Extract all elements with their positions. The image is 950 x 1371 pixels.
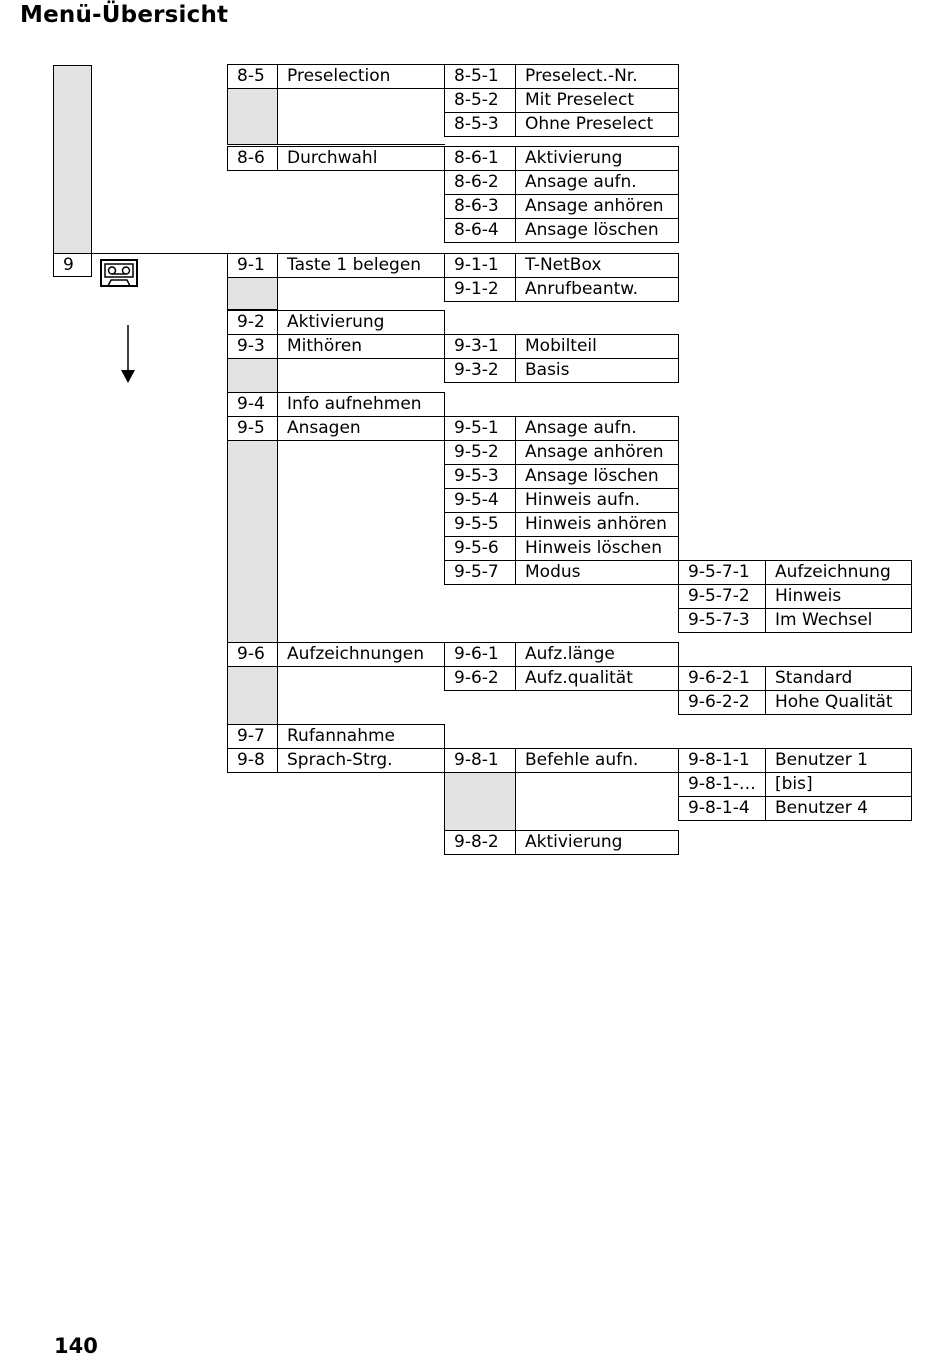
menu-9-2-label: Aktivierung [277, 310, 445, 335]
menu-9-8-1-nr: 9-8-1 [444, 748, 516, 773]
menu-9-8-1-label: Befehle aufn. [515, 748, 679, 773]
page-number: 140 [54, 1334, 98, 1358]
menu-9-5-6-label: Hinweis löschen [515, 536, 679, 561]
menu-8-6-nr: 8-6 [227, 146, 278, 171]
menu-9-5-3-label: Ansage löschen [515, 464, 679, 489]
menu-9-3-nr: 9-3 [227, 334, 278, 359]
menu-8-5-2-label: Mit Preselect [515, 88, 679, 113]
menu-9-1-1-label: T-NetBox [515, 253, 679, 278]
menu-8-6-2-label: Ansage aufn. [515, 170, 679, 195]
menu-9-5-7-nr: 9-5-7 [444, 560, 516, 585]
menu-9-6-nr: 9-6 [227, 642, 278, 667]
menu-9-8-1-sub-bar [444, 772, 516, 831]
menu-9-5-7-3-nr: 9-5-7-3 [678, 608, 766, 633]
menu-9-5-4-nr: 9-5-4 [444, 488, 516, 513]
menu-8-6-1-label: Aktivierung [515, 146, 679, 171]
menu-8-6-4-label: Ansage löschen [515, 218, 679, 243]
menu-9-5-5-nr: 9-5-5 [444, 512, 516, 537]
menu-9-6-label: Aufzeichnungen [277, 642, 445, 667]
menu-8-5-2-nr: 8-5-2 [444, 88, 516, 113]
menu-9-6-2-1-nr: 9-6-2-1 [678, 666, 766, 691]
menu-9-1-1-nr: 9-1-1 [444, 253, 516, 278]
menu-9-7-label: Rufannahme [277, 724, 445, 749]
menu-9-6-2-label: Aufz.qualität [515, 666, 679, 691]
level1-continuation-bar [53, 65, 92, 254]
menu-8-6-4-nr: 8-6-4 [444, 218, 516, 243]
menu-9-8-1-4-nr: 9-8-1-4 [678, 796, 766, 821]
menu-9-4-nr: 9-4 [227, 392, 278, 417]
menu-9-8-1-4-label: Benutzer 4 [765, 796, 912, 821]
menu-9-5-7-1-nr: 9-5-7-1 [678, 560, 766, 585]
menu-9-5-7-1-label: Aufzeichnung [765, 560, 912, 585]
menu-9-8-2-nr: 9-8-2 [444, 830, 516, 855]
menu-9-4-label: Info aufnehmen [277, 392, 445, 417]
menu-8-6-2-nr: 8-6-2 [444, 170, 516, 195]
cassette-tape-icon [100, 259, 138, 291]
menu-9-5-sub-bar [227, 440, 278, 643]
menu-9-8-1-x-label: [bis] [765, 772, 912, 797]
menu-9-8-nr: 9-8 [227, 748, 278, 773]
menu-9-3-1-label: Mobilteil [515, 334, 679, 359]
menu-8-6-1-nr: 8-6-1 [444, 146, 516, 171]
menu-9-3-2-label: Basis [515, 358, 679, 383]
menu-9-1-label: Taste 1 belegen [277, 253, 445, 278]
menu-9-6-sub-bar [227, 666, 278, 725]
menu-9-5-2-nr: 9-5-2 [444, 440, 516, 465]
menu-8-5-label: Preselection [277, 64, 445, 89]
menu-9-5-2-label: Ansage anhören [515, 440, 679, 465]
menu-9-1-2-nr: 9-1-2 [444, 277, 516, 302]
menu-9-1-2-label: Anrufbeantw. [515, 277, 679, 302]
menu-9-8-1-1-nr: 9-8-1-1 [678, 748, 766, 773]
menu-9-3-label: Mithören [277, 334, 445, 359]
menu-9-5-label: Ansagen [277, 416, 445, 441]
menu-8-5-3-label: Ohne Preselect [515, 112, 679, 137]
menu-9-8-2-label: Aktivierung [515, 830, 679, 855]
menu-9-5-7-2-nr: 9-5-7-2 [678, 584, 766, 609]
page-title: Menü-Übersicht [20, 2, 229, 28]
menu-9-8-label: Sprach-Strg. [277, 748, 445, 773]
level1-item-9-nr: 9 [53, 253, 92, 277]
menu-9-6-2-2-nr: 9-6-2-2 [678, 690, 766, 715]
menu-9-5-3-nr: 9-5-3 [444, 464, 516, 489]
menu-9-1-sub-bar [227, 277, 278, 310]
menu-9-5-7-3-label: Im Wechsel [765, 608, 912, 633]
menu-9-6-2-2-label: Hohe Qualität [765, 690, 912, 715]
menu-9-6-2-nr: 9-6-2 [444, 666, 516, 691]
menu-9-5-4-label: Hinweis aufn. [515, 488, 679, 513]
menu-8-6-3-label: Ansage anhören [515, 194, 679, 219]
menu-9-5-7-label: Modus [515, 560, 679, 585]
menu-9-1-nr: 9-1 [227, 253, 278, 278]
menu-9-5-nr: 9-5 [227, 416, 278, 441]
menu-9-5-1-label: Ansage aufn. [515, 416, 679, 441]
menu-9-3-1-nr: 9-3-1 [444, 334, 516, 359]
menu-9-5-6-nr: 9-5-6 [444, 536, 516, 561]
menu-9-5-7-2-label: Hinweis [765, 584, 912, 609]
down-arrow-icon [119, 325, 137, 389]
menu-9-3-sub-bar [227, 358, 278, 393]
menu-9-3-2-nr: 9-3-2 [444, 358, 516, 383]
menu-8-5-1-label: Preselect.-Nr. [515, 64, 679, 89]
menu-9-7-nr: 9-7 [227, 724, 278, 749]
level1-connector-line [91, 253, 227, 254]
menu-9-5-1-nr: 9-5-1 [444, 416, 516, 441]
menu-9-5-5-label: Hinweis anhören [515, 512, 679, 537]
menu-9-6-2-1-label: Standard [765, 666, 912, 691]
menu-8-6-label: Durchwahl [277, 146, 445, 171]
menu-9-6-1-label: Aufz.länge [515, 642, 679, 667]
menu-8-6-3-nr: 8-6-3 [444, 194, 516, 219]
menu-8-5-nr: 8-5 [227, 64, 278, 89]
menu-9-8-1-1-label: Benutzer 1 [765, 748, 912, 773]
menu-8-5-3-nr: 8-5-3 [444, 112, 516, 137]
menu-8-5-sub-bar [227, 88, 278, 145]
menu-9-2-nr: 9-2 [227, 310, 278, 335]
menu-9-8-1-x-nr: 9-8-1-… [678, 772, 766, 797]
menu-9-6-1-nr: 9-6-1 [444, 642, 516, 667]
menu-8-5-1-nr: 8-5-1 [444, 64, 516, 89]
menu-8-5-bottom-line [277, 144, 445, 145]
